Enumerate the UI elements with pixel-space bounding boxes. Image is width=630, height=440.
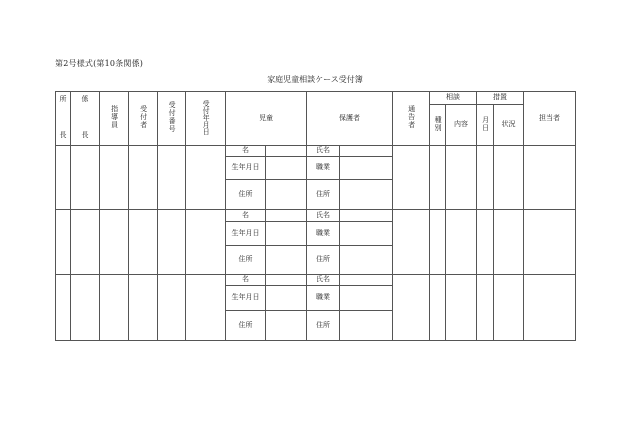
guardian-value-cell[interactable] <box>340 311 393 341</box>
header-uketsuke-bangou: 受付番号 <box>158 92 186 146</box>
cell-uketsuke-bangou[interactable] <box>158 210 186 275</box>
header-sochi-joukyou: 状況 <box>494 105 524 146</box>
cell-shidouin[interactable] <box>100 146 129 210</box>
cell-uketsuke-date[interactable] <box>186 275 226 341</box>
form-number: 第2号様式(第10条関係) <box>55 59 144 68</box>
guardian-name-label: 氏名 <box>307 210 340 222</box>
guardian-value-cell[interactable] <box>340 222 393 246</box>
cell-shidouin[interactable] <box>100 210 129 275</box>
header-sochi: 措置 <box>477 92 524 105</box>
cell-uketsukesha[interactable] <box>129 210 158 275</box>
cell-uketsuke-date[interactable] <box>186 146 226 210</box>
guardian-value-cell[interactable] <box>340 275 393 286</box>
cell-soudan-naiyou[interactable] <box>446 210 477 275</box>
child-address-label: 住所 <box>226 180 266 210</box>
child-birth-label: 生年月日 <box>226 157 266 180</box>
header-shochou: 所 長 <box>56 92 71 146</box>
cell-soudan-naiyou[interactable] <box>446 146 477 210</box>
child-value-cell[interactable] <box>266 210 307 222</box>
header-uketsukesha: 受付者 <box>129 92 158 146</box>
child-value-cell[interactable] <box>266 222 307 246</box>
cell-shochou[interactable] <box>56 210 71 275</box>
reception-ledger-table <box>55 91 576 341</box>
child-value-cell[interactable] <box>266 311 307 341</box>
header-soudan-naiyou: 内容 <box>446 105 477 146</box>
cell-tsukokusha[interactable] <box>393 275 430 341</box>
child-birth-label: 生年月日 <box>226 222 266 246</box>
cell-kakarichou[interactable] <box>71 146 100 210</box>
guardian-value-cell[interactable] <box>340 286 393 311</box>
header-tantousha: 担当者 <box>524 92 576 146</box>
cell-tsukokusha[interactable] <box>393 210 430 275</box>
header-jidou: 児童 <box>226 92 307 146</box>
cell-uketsuke-bangou[interactable] <box>158 146 186 210</box>
header-soudan: 相談 <box>430 92 477 105</box>
cell-tantousha[interactable] <box>524 275 576 341</box>
form-title: 家庭児童相談ケース受付簿 <box>267 75 363 84</box>
guardian-value-cell[interactable] <box>340 246 393 275</box>
guardian-address-label: 住所 <box>307 311 340 341</box>
cell-shochou[interactable] <box>56 146 71 210</box>
cell-shidouin[interactable] <box>100 275 129 341</box>
guardian-value-cell[interactable] <box>340 210 393 222</box>
child-value-cell[interactable] <box>266 275 307 286</box>
entry-row <box>56 275 576 286</box>
child-value-cell[interactable] <box>266 286 307 311</box>
child-name-label: 名 <box>226 210 266 222</box>
header-sochi-date: 月日 <box>477 105 494 146</box>
cell-sochi-date[interactable] <box>477 210 494 275</box>
guardian-job-label: 職業 <box>307 286 340 311</box>
child-name-label: 名 <box>226 275 266 286</box>
entry-row <box>56 210 576 222</box>
guardian-job-label: 職業 <box>307 222 340 246</box>
header-hogosha: 保護者 <box>307 92 393 146</box>
cell-sochi-joukyou[interactable] <box>494 210 524 275</box>
cell-kakarichou[interactable] <box>71 275 100 341</box>
cell-tantousha[interactable] <box>524 210 576 275</box>
child-value-cell[interactable] <box>266 146 307 157</box>
cell-sochi-date[interactable] <box>477 146 494 210</box>
cell-kakarichou[interactable] <box>71 210 100 275</box>
cell-shochou[interactable] <box>56 275 71 341</box>
cell-sochi-joukyou[interactable] <box>494 146 524 210</box>
cell-soudan-naiyou[interactable] <box>446 275 477 341</box>
cell-soudan-shubetsu[interactable] <box>430 275 446 341</box>
header-soudan-shubetsu: 種別 <box>430 105 446 146</box>
header-shidouin: 指導員 <box>100 92 129 146</box>
child-name-label: 名 <box>226 146 266 157</box>
cell-sochi-joukyou[interactable] <box>494 275 524 341</box>
header-kakarichou: 係 長 <box>71 92 100 146</box>
child-birth-label: 生年月日 <box>226 286 266 311</box>
child-value-cell[interactable] <box>266 157 307 180</box>
cell-uketsukesha[interactable] <box>129 146 158 210</box>
guardian-name-label: 氏名 <box>307 146 340 157</box>
header-tsukokusha: 通告者 <box>393 92 430 146</box>
guardian-address-label: 住所 <box>307 246 340 275</box>
cell-soudan-shubetsu[interactable] <box>430 146 446 210</box>
guardian-value-cell[interactable] <box>340 157 393 180</box>
guardian-value-cell[interactable] <box>340 146 393 157</box>
child-value-cell[interactable] <box>266 180 307 210</box>
header-uketsuke-date: 受付年月日 <box>186 92 226 146</box>
entry-row <box>56 146 576 157</box>
child-address-label: 住所 <box>226 246 266 275</box>
guardian-value-cell[interactable] <box>340 180 393 210</box>
guardian-name-label: 氏名 <box>307 275 340 286</box>
cell-uketsuke-date[interactable] <box>186 210 226 275</box>
cell-sochi-date[interactable] <box>477 275 494 341</box>
cell-tsukokusha[interactable] <box>393 146 430 210</box>
child-value-cell[interactable] <box>266 246 307 275</box>
cell-uketsuke-bangou[interactable] <box>158 275 186 341</box>
child-address-label: 住所 <box>226 311 266 341</box>
cell-uketsukesha[interactable] <box>129 275 158 341</box>
guardian-address-label: 住所 <box>307 180 340 210</box>
cell-soudan-shubetsu[interactable] <box>430 210 446 275</box>
cell-tantousha[interactable] <box>524 146 576 210</box>
guardian-job-label: 職業 <box>307 157 340 180</box>
